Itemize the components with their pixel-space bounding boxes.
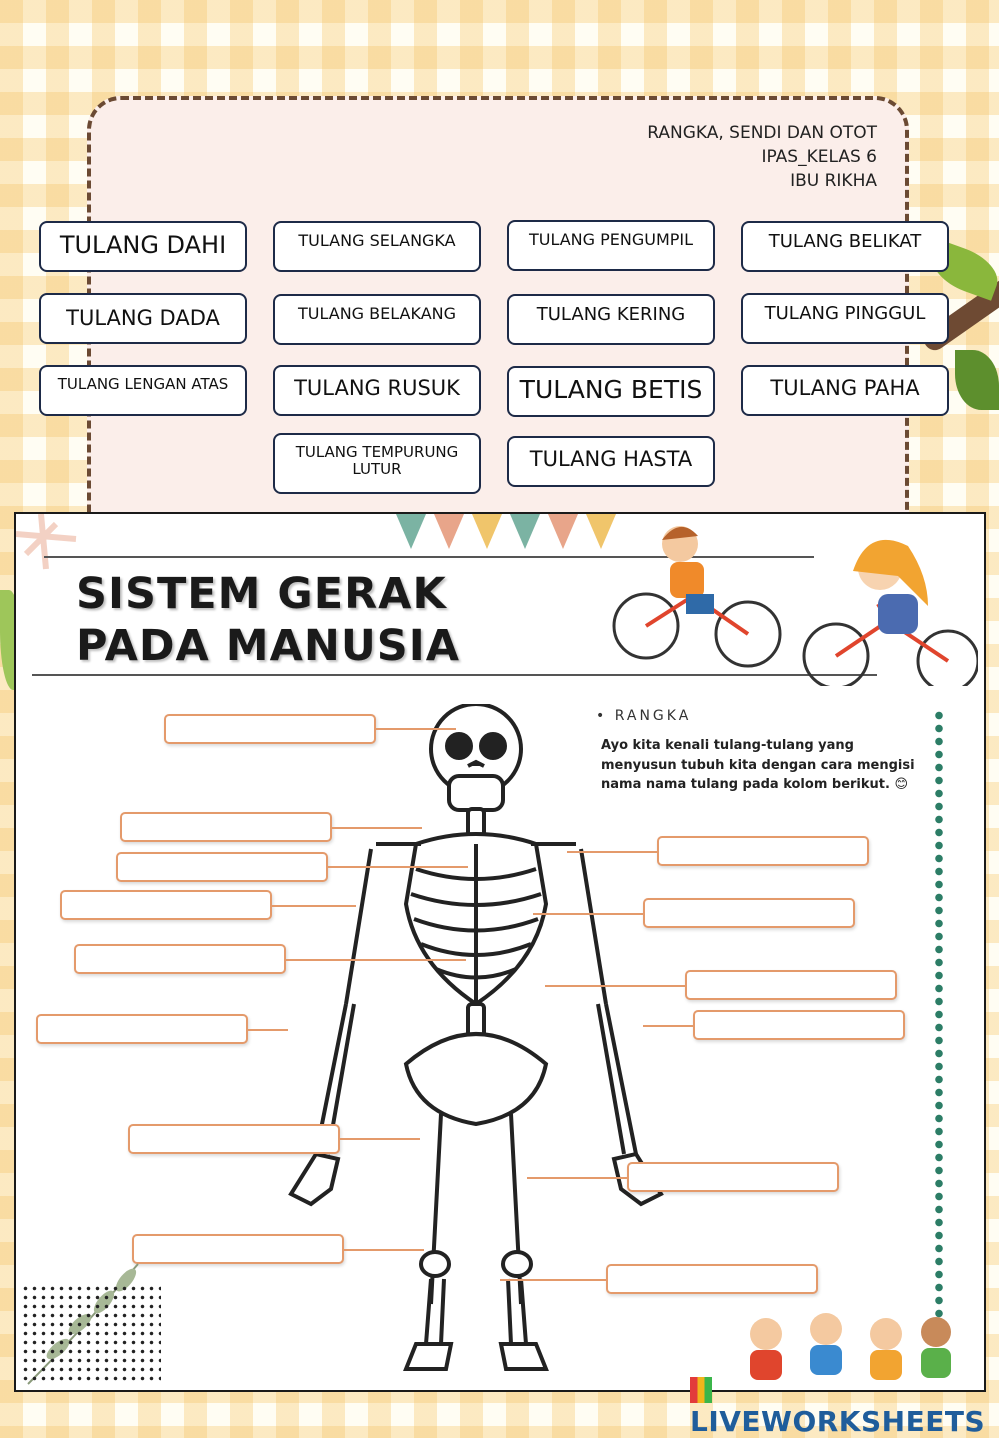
word-card-tulang-lengan-atas[interactable] xyxy=(39,365,247,416)
answer-box-1[interactable] xyxy=(164,714,376,744)
answer-connector-6 xyxy=(248,1029,288,1031)
word-card-label: TULANG BELAKANG xyxy=(298,304,456,323)
word-card-label: TULANG BETIS xyxy=(519,375,703,404)
word-card-tulang-betis[interactable] xyxy=(507,366,715,417)
worksheet-title-line1: SISTEM GERAK xyxy=(76,569,447,619)
liveworksheets-logo-text: LIVEWORKSHEETS xyxy=(690,1405,986,1438)
answer-box-12[interactable] xyxy=(693,1010,905,1040)
word-card-label: TULANG KERING xyxy=(536,304,686,325)
leaf-decoration-right-2 xyxy=(955,350,999,410)
answer-connector-7 xyxy=(340,1138,420,1140)
star-decoration xyxy=(16,514,96,574)
liveworksheets-logo-icon xyxy=(690,1377,712,1403)
worksheet-title-line2: PADA MANUSIA xyxy=(76,621,461,671)
answer-connector-2 xyxy=(332,827,422,829)
word-card-label: TULANG PINGGUL xyxy=(764,303,926,324)
word-card-tulang-pengumpil[interactable] xyxy=(507,220,715,271)
word-card-tulang-hasta[interactable] xyxy=(507,436,715,487)
header-title: RANGKA, SENDI DAN OTOT xyxy=(647,123,877,143)
word-card-tulang-paha[interactable] xyxy=(741,365,949,416)
worksheet-title xyxy=(76,568,460,672)
answer-connector-12 xyxy=(643,1025,693,1027)
word-card-tulang-pinggul[interactable] xyxy=(741,293,949,344)
answer-box-9[interactable] xyxy=(657,836,869,866)
word-card-label: TULANG PENGUMPIL xyxy=(528,230,694,249)
header-teacher: IBU RIKHA xyxy=(790,171,877,191)
kids-cycling-illustration xyxy=(598,516,978,686)
answer-connector-13 xyxy=(527,1177,627,1179)
word-card-tulang-belikat[interactable] xyxy=(741,221,949,272)
answer-box-14[interactable] xyxy=(606,1264,818,1294)
word-card-tulang-kering[interactable] xyxy=(507,294,715,345)
word-card-label: TULANG TEMPURUNG LUTUR xyxy=(295,443,459,479)
answer-connector-3 xyxy=(328,866,468,868)
answer-connector-10 xyxy=(533,913,643,915)
answer-connector-9 xyxy=(567,851,657,853)
word-card-label: TULANG RUSUK xyxy=(294,376,460,400)
answer-box-11[interactable] xyxy=(685,970,897,1000)
dot-pattern-decoration xyxy=(21,1284,161,1384)
answer-box-5[interactable] xyxy=(74,944,286,974)
word-card-tulang-selangka[interactable] xyxy=(273,221,481,272)
word-card-tulang-dahi[interactable] xyxy=(39,221,247,272)
answer-box-10[interactable] xyxy=(643,898,855,928)
liveworksheets-logo xyxy=(690,1372,999,1438)
instructions-text: Ayo kita kenali tulang-tulang yang menyusun tubuh kita dengan cara mengisi nama nama tulang pada kolom berikut. 😊 xyxy=(601,738,915,792)
section-title-rangka: • RANGKA xyxy=(596,708,692,724)
header-info xyxy=(647,121,877,193)
worksheet-image xyxy=(14,512,986,1392)
word-card-label: TULANG DADA xyxy=(66,306,220,330)
answer-box-4[interactable] xyxy=(60,890,272,920)
answer-box-8[interactable] xyxy=(132,1234,344,1264)
answer-connector-1 xyxy=(376,728,456,730)
word-card-label: TULANG LENGAN ATAS xyxy=(57,375,229,393)
word-card-label: TULANG HASTA xyxy=(529,447,693,471)
word-card-tulang-tempurung-lutur[interactable] xyxy=(273,433,481,494)
answer-connector-8 xyxy=(344,1249,424,1251)
word-card-label: TULANG BELIKAT xyxy=(768,231,922,252)
answer-connector-5 xyxy=(286,959,466,961)
answer-connector-4 xyxy=(272,905,356,907)
answer-box-13[interactable] xyxy=(627,1162,839,1192)
word-card-label: TULANG PAHA xyxy=(770,376,920,400)
word-card-label: TULANG SELANGKA xyxy=(298,231,456,250)
answer-box-3[interactable] xyxy=(116,852,328,882)
dotted-border-decoration xyxy=(934,709,944,1359)
header-class: IPAS_KELAS 6 xyxy=(761,147,877,167)
word-card-tulang-belakang[interactable] xyxy=(273,294,481,345)
word-card-tulang-dada[interactable] xyxy=(39,293,247,344)
answer-connector-14 xyxy=(500,1279,606,1281)
answer-box-6[interactable] xyxy=(36,1014,248,1044)
word-card-label: TULANG DAHI xyxy=(59,231,227,259)
answer-box-7[interactable] xyxy=(128,1124,340,1154)
answer-connector-11 xyxy=(545,985,685,987)
answer-box-2[interactable] xyxy=(120,812,332,842)
word-card-tulang-rusuk[interactable] xyxy=(273,365,481,416)
